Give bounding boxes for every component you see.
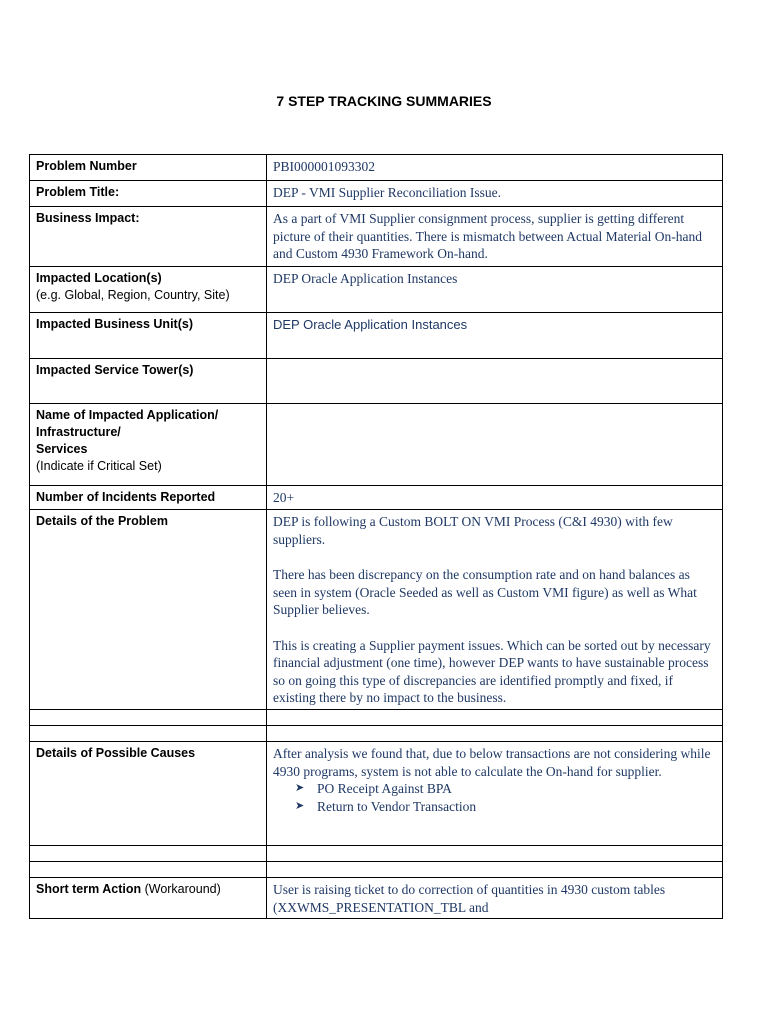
table-row (30, 404, 723, 486)
table-row (30, 207, 723, 267)
summary-table (29, 154, 723, 919)
table-row (30, 313, 723, 359)
details-problem-para-1: DEP is following a Custom BOLT ON VMI Process (C&I 4930) with few suppliers. (273, 514, 673, 547)
incidents-label: Number of Incidents Reported (30, 486, 267, 510)
problem-number-value: PBI000001093302 (267, 155, 723, 181)
empty-cell (267, 710, 723, 726)
incidents-value: 20+ (267, 486, 723, 510)
impacted-app-label-3: Services (36, 442, 88, 456)
details-problem-label: Details of the Problem (30, 510, 267, 710)
page-title: 7 STEP TRACKING SUMMARIES (276, 93, 492, 109)
table-row (30, 862, 723, 878)
impacted-app-label-1: Name of Impacted Application/ (36, 408, 219, 422)
impacted-location-label: Impacted Location(s) (36, 271, 162, 285)
impacted-app-value (267, 404, 723, 486)
arrowhead-bullet-icon: ➤ (295, 782, 305, 794)
arrowhead-bullet-icon: ➤ (295, 799, 305, 812)
details-problem-para-2: There has been discrepancy on the consumption rate and on hand balances as seen in system (Oracle Seeded as well as Custom VMI figure) as well as What Supplier believes. (273, 567, 697, 617)
table-row (30, 742, 723, 846)
table-row (30, 846, 723, 862)
details-problem-para-3: This is creating a Supplier payment issues. Which can be sorted out by necessary financial adjustment (one time), however DEP wants to have sustainable process so on going this type of discrepancies are identified promptly and fixed, if existing there by no impact to the business. (273, 637, 711, 705)
table-row (30, 510, 723, 710)
short-term-label: Short term Action (36, 882, 142, 896)
table-row (30, 181, 723, 207)
possible-causes-value (267, 742, 723, 846)
table-row (30, 710, 723, 726)
impacted-location-value: DEP Oracle Application Instances (267, 267, 723, 313)
possible-causes-label: Details of Possible Causes (30, 742, 267, 846)
problem-title-label: Problem Title: (30, 181, 267, 207)
possible-causes-intro: After analysis we found that, due to below transactions are not considering while 4930 programs, system is not able to calculate the On-hand for supplier. (273, 746, 711, 779)
table-row (30, 359, 723, 404)
short-term-sublabel: (Workaround) (141, 882, 221, 896)
short-term-cell (30, 878, 267, 919)
business-impact-label: Business Impact: (30, 207, 267, 267)
impacted-bu-text: DEP Oracle Application Instances (273, 317, 468, 332)
empty-cell (267, 846, 723, 862)
impacted-tower-label: Impacted Service Tower(s) (30, 359, 267, 404)
problem-title-value: DEP - VMI Supplier Reconciliation Issue. (267, 181, 723, 207)
business-impact-value: As a part of VMI Supplier consignment process, supplier is getting different picture of their quantities. There is mismatch between Actual Material On-hand and Custom 4930 Framework On-hand. (267, 207, 723, 267)
table-row (30, 267, 723, 313)
empty-cell (267, 726, 723, 742)
impacted-app-sublabel: (Indicate if Critical Set) (36, 459, 162, 473)
list-item (295, 780, 716, 798)
short-term-value: User is raising ticket to do correction of quantities in 4930 custom tables (XXWMS_PRESENTATION_TBL and (267, 878, 723, 919)
possible-causes-list (273, 780, 716, 815)
table-row (30, 155, 723, 181)
table-row (30, 726, 723, 742)
impacted-tower-value (267, 359, 723, 404)
list-item (295, 798, 716, 816)
impacted-app-label-2: Infrastructure/ (36, 425, 121, 439)
details-problem-value (267, 510, 723, 710)
problem-number-label: Problem Number (30, 155, 267, 181)
table-row (30, 878, 723, 919)
empty-cell (30, 710, 267, 726)
impacted-app-cell (30, 404, 267, 486)
table-row (30, 486, 723, 510)
list-item-text: PO Receipt Against BPA (317, 781, 452, 796)
list-item-text: Return to Vendor Transaction (317, 798, 477, 814)
empty-cell (30, 726, 267, 742)
impacted-bu-label: Impacted Business Unit(s) (30, 313, 267, 359)
impacted-location-cell (30, 267, 267, 313)
empty-cell (267, 862, 723, 878)
impacted-location-sublabel: (e.g. Global, Region, Country, Site) (36, 288, 230, 302)
empty-cell (30, 862, 267, 878)
impacted-bu-value (267, 313, 723, 359)
empty-cell (30, 846, 267, 862)
